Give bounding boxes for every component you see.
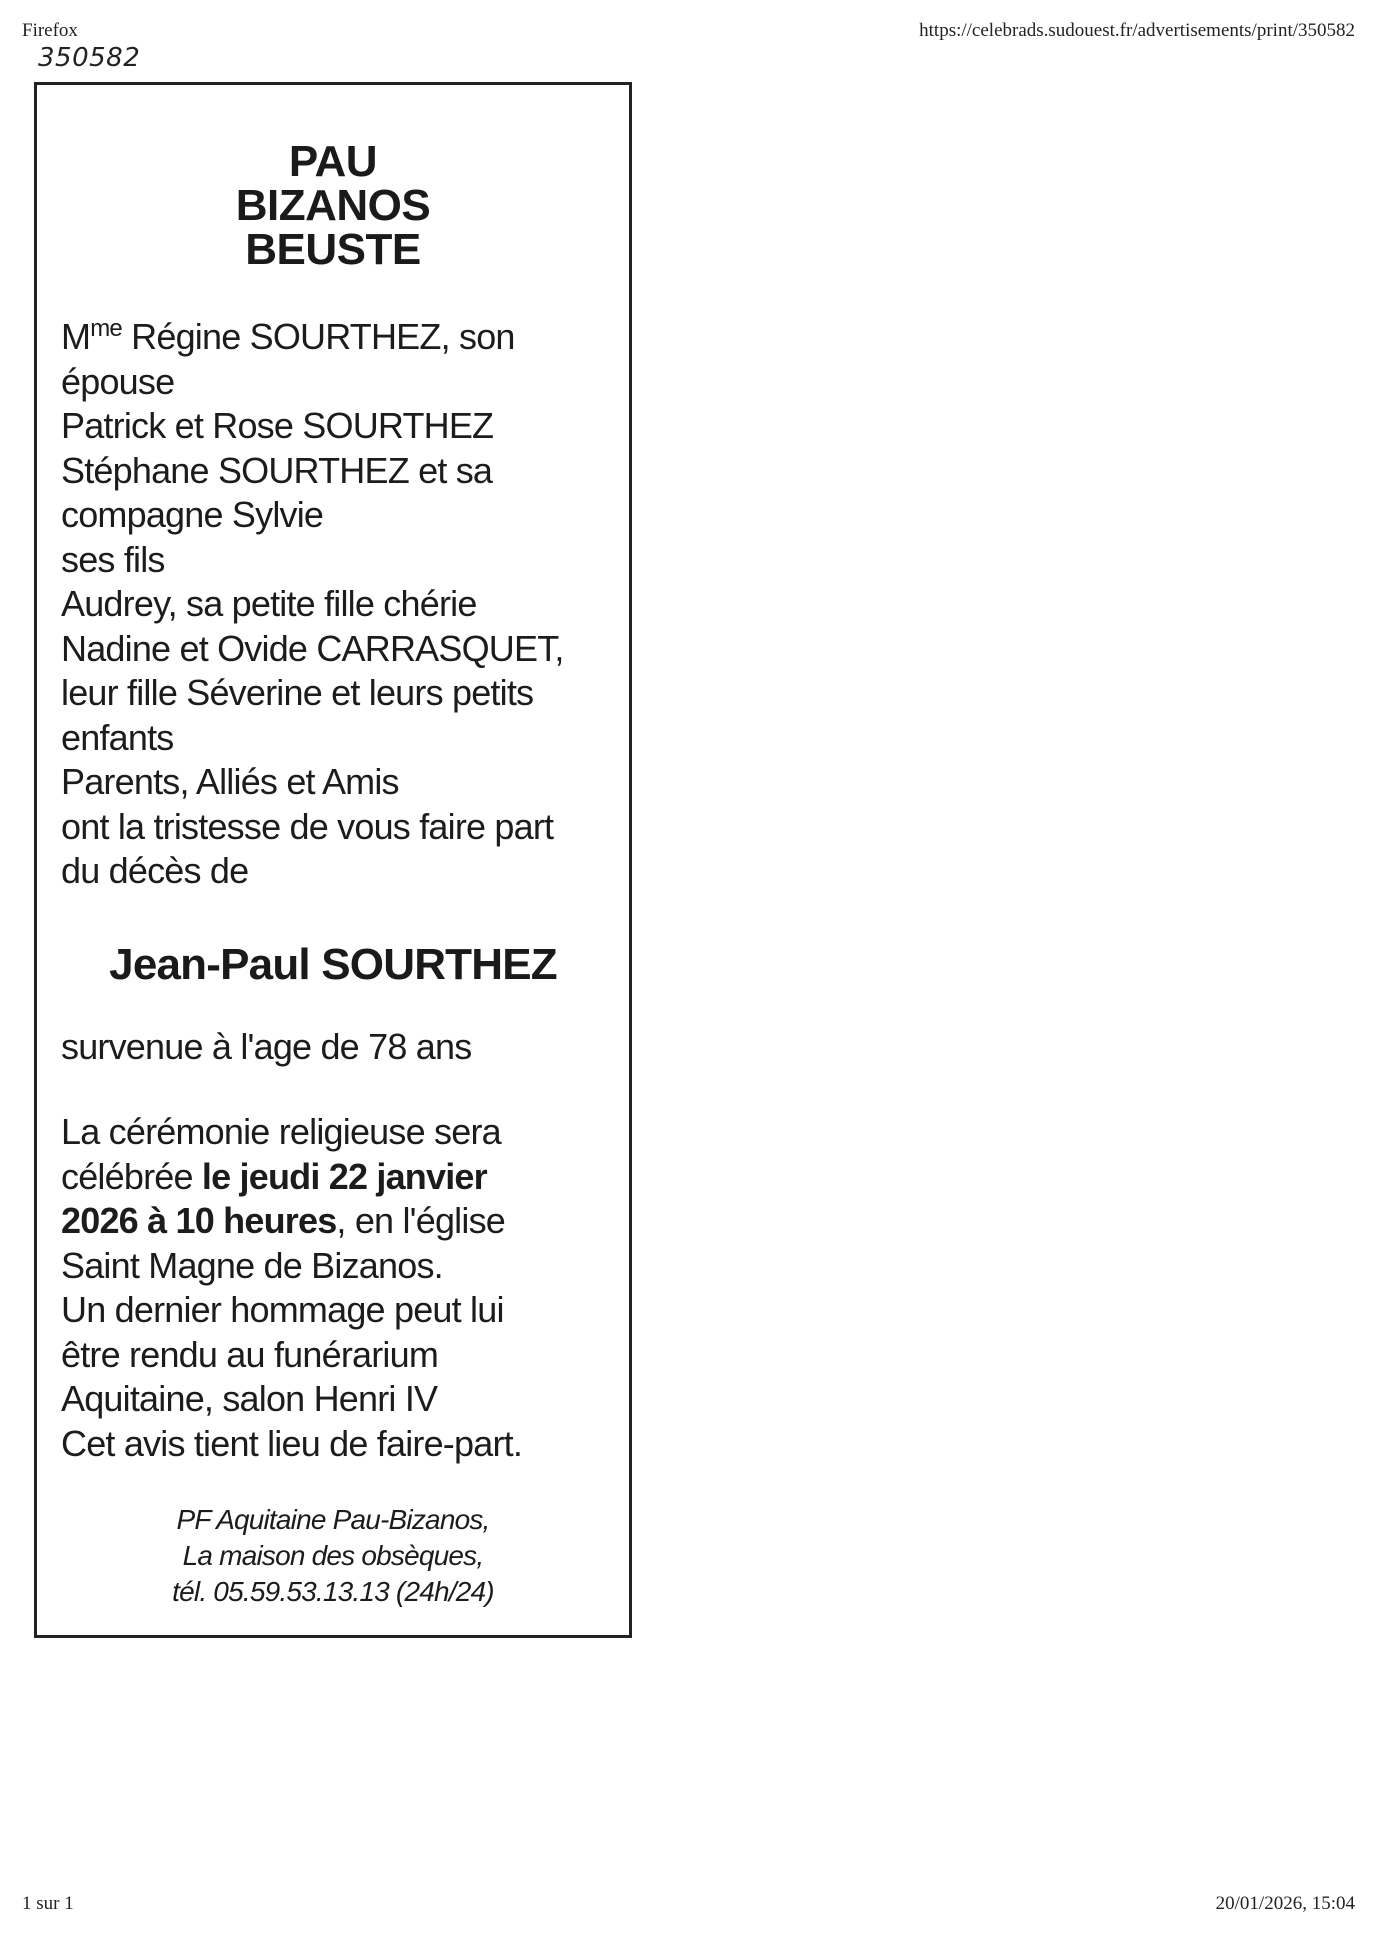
ceremony-line: être rendu au funérarium xyxy=(61,1333,439,1375)
funeral-home-line: La maison des obsèques, xyxy=(182,1540,484,1571)
family-line: épouse xyxy=(61,360,175,402)
family-line: Parents, Alliés et Amis xyxy=(61,761,399,802)
ceremony-text: , en l'église xyxy=(336,1200,506,1241)
family-line: Stéphane SOURTHEZ et sa xyxy=(61,449,493,491)
family-announcement xyxy=(61,315,621,894)
title-abbrev-superscript: me xyxy=(90,315,122,342)
ceremony-line: Aquitaine, salon Henri IV xyxy=(61,1378,438,1419)
town-name: BEUSTE xyxy=(245,225,421,274)
title-abbrev: M xyxy=(61,316,91,357)
age-at-death: survenue à l'age de 78 ans xyxy=(61,1026,472,1067)
deceased-name: Jean-Paul SOURTHEZ xyxy=(109,940,557,989)
print-datetime: 20/01/2026, 15:04 xyxy=(1215,1893,1355,1914)
funeral-home-line: PF Aquitaine Pau-Bizanos, xyxy=(176,1504,490,1535)
ceremony-line: Saint Magne de Bizanos. xyxy=(61,1244,443,1286)
family-line: compagne Sylvie xyxy=(61,494,324,535)
ceremony-date: le jeudi 22 janvier xyxy=(201,1155,487,1197)
town-list xyxy=(37,137,629,274)
family-line: enfants xyxy=(61,716,174,758)
funeral-home-line: tél. 05.59.53.13.13 (24h/24) xyxy=(172,1576,494,1607)
ceremony-line xyxy=(61,1155,621,1200)
town-name: BIZANOS xyxy=(235,181,431,230)
ceremony-line: La cérémonie religieuse sera xyxy=(61,1111,501,1152)
family-line: leur fille Séverine et leurs petits xyxy=(61,672,534,713)
family-line: du décès de xyxy=(61,850,249,891)
handwritten-reference-number: 350582 xyxy=(38,43,141,73)
ceremony-details xyxy=(61,1110,621,1466)
ceremony-time: 2026 à 10 heures xyxy=(61,1200,337,1241)
browser-name: Firefox xyxy=(22,20,78,41)
family-line: Patrick et Rose SOURTHEZ xyxy=(61,405,494,446)
ceremony-line: Cet avis tient lieu de faire-part. xyxy=(61,1422,523,1464)
family-line xyxy=(61,315,621,360)
ceremony-text: célébrée xyxy=(61,1155,202,1197)
town-name: PAU xyxy=(288,137,378,186)
ceremony-line xyxy=(61,1199,621,1244)
ceremony-line: Un dernier hommage peut lui xyxy=(61,1289,504,1330)
obituary-notice xyxy=(34,82,632,1638)
family-line: Audrey, sa petite fille chérie xyxy=(61,583,477,624)
page-count: 1 sur 1 xyxy=(22,1893,74,1914)
page-url: https://celebrads.sudouest.fr/advertisements/print/350582 xyxy=(919,20,1355,41)
family-line: ses fils xyxy=(61,538,165,580)
family-line-text: Régine SOURTHEZ, son xyxy=(121,316,515,357)
funeral-home-contact xyxy=(37,1502,629,1610)
family-line: ont la tristesse de vous faire part xyxy=(61,805,554,847)
family-line: Nadine et Ovide CARRASQUET, xyxy=(61,627,564,669)
